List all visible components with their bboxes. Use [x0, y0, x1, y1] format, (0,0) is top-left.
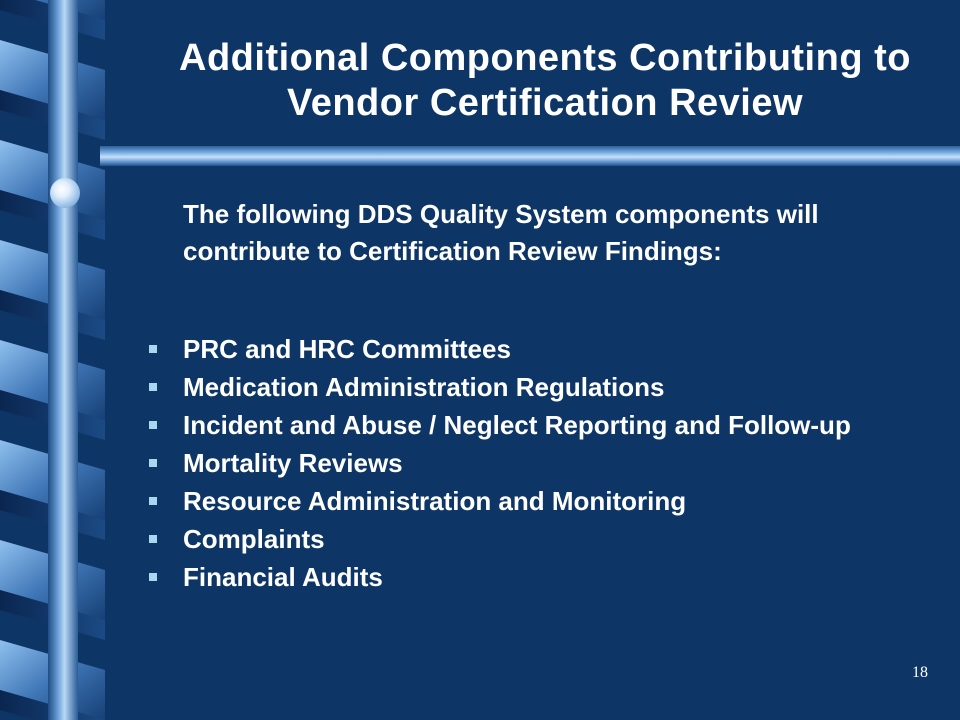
slide-title: Additional Components Contributing to Vendor Certification Review [179, 37, 911, 124]
vertical-pole [48, 0, 78, 720]
horizontal-divider-bar [100, 146, 960, 166]
bullet-item [145, 558, 905, 596]
square-bullet-icon [149, 497, 157, 505]
bullet-text: Resource Administration and Monitoring [183, 486, 687, 516]
square-bullet-icon [149, 573, 157, 581]
bullet-text: Financial Audits [183, 562, 383, 592]
divider-knob [50, 178, 80, 208]
bullet-item [145, 444, 905, 482]
page-number: 18 [912, 664, 928, 681]
bullet-list [145, 330, 905, 596]
bullet-text: Medication Administration Regulations [183, 372, 665, 402]
decorative-ribbon [0, 0, 110, 720]
intro-text: The following DDS Quality System components will contribute to Certification Review Findings: [183, 199, 819, 266]
bullet-text: PRC and HRC Committees [183, 334, 511, 364]
bullet-item [145, 406, 905, 444]
bullet-item [145, 520, 905, 558]
square-bullet-icon [149, 459, 157, 467]
square-bullet-icon [149, 345, 157, 353]
bullet-item [145, 482, 905, 520]
bullet-text: Mortality Reviews [183, 448, 403, 478]
square-bullet-icon [149, 421, 157, 429]
square-bullet-icon [149, 535, 157, 543]
bullet-item [145, 330, 905, 368]
square-bullet-icon [149, 383, 157, 391]
bullet-text: Incident and Abuse / Neglect Reporting and Follow-up [183, 410, 851, 440]
bullet-text: Complaints [183, 524, 325, 554]
bullet-item [145, 368, 905, 406]
